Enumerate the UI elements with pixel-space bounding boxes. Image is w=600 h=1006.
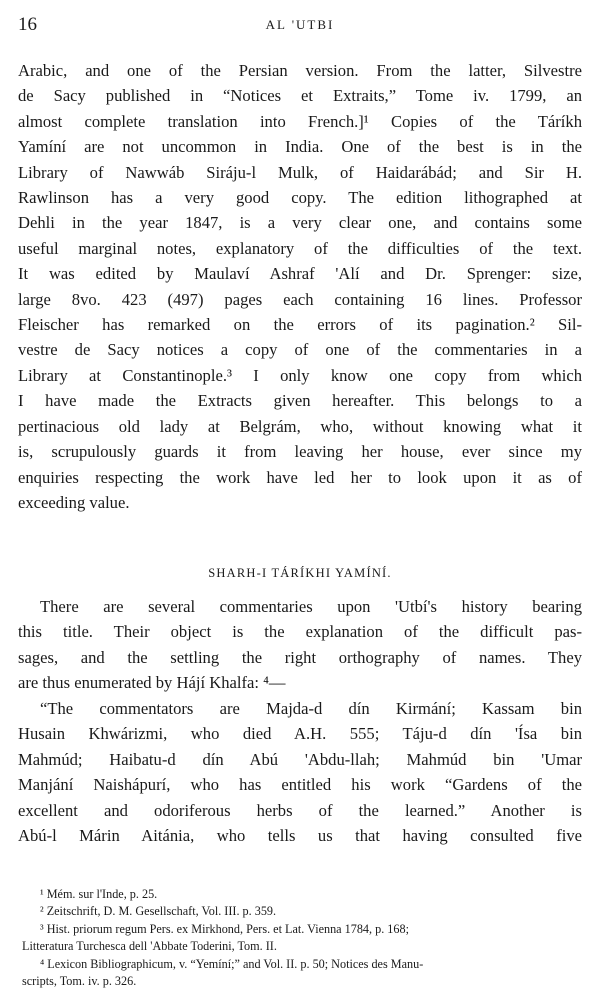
text-line: this title. Their object is the explanation of the difficult pas- xyxy=(18,622,582,642)
text-line: useful marginal notes, explanatory of the difficulties of the text. xyxy=(18,238,582,258)
text-line: I have made the Extracts given hereafter. This belongs to a xyxy=(18,391,582,411)
text-line: enquiries respecting the work have led her to look upon it as of xyxy=(18,467,582,487)
text-line: “The commentators are Majda-d dín Kirmání; Kassam bin xyxy=(40,699,582,718)
text-line: There are several commentaries upon 'Utbí's history bearing xyxy=(40,597,582,616)
text-line: Mahmúd; Haibatu-d dín Abú 'Abdu-llah; Mahmúd bin 'Umar xyxy=(18,749,582,769)
footnote-continuation: Litteratura Turchesca dell 'Abbate Toderini, Tom. II. xyxy=(22,939,277,954)
running-title: AL 'UTBI xyxy=(265,17,335,32)
footnote: ² Zeitschrift, D. M. Gesellschaft, Vol. III. p. 359. xyxy=(40,904,277,919)
section-heading: SHARH-I TÁRÍKHI YAMÍNÍ. xyxy=(208,566,392,580)
paragraph-one xyxy=(18,58,582,515)
text-line: pertinacious old lady at Belgrám, who, without knowing what it xyxy=(18,416,582,436)
text-line: excellent and odoriferous herbs of the learned.” Another is xyxy=(18,800,582,820)
paragraph-two xyxy=(18,594,582,696)
footnote: ¹ Mém. sur l'Inde, p. 25. xyxy=(40,887,158,901)
text-line: Rawlinson has a very good copy. The edition lithographed at xyxy=(18,188,582,208)
text-line: Dehli in the year 1847, is a very clear one, and contains some xyxy=(18,213,582,233)
footnote-continuation: scripts, Tom. iv. p. 326. xyxy=(22,974,137,989)
text-line: Fleischer has remarked on the errors of its pagination.² Sil- xyxy=(18,315,582,335)
text-line: Library at Constantinople.³ I only know one copy from which xyxy=(18,365,582,385)
footnote: ⁴ Lexicon Bibliographicum, v. “Yemíní;” and Vol. II. p. 50; Notices des Manu- xyxy=(40,956,424,971)
text-line: are thus enumerated by Hájí Khalfa: ⁴— xyxy=(18,673,286,693)
text-line: Arabic, and one of the Persian version. From the latter, Silvestre xyxy=(18,61,582,80)
text-line: almost complete translation into French.]¹ Copies of the Táríkh xyxy=(18,111,582,131)
footnotes xyxy=(18,886,582,990)
text-line: large 8vo. 423 (497) pages each containing 16 lines. Professor xyxy=(18,289,582,309)
text-line: is, scrupulously guards it from leaving her house, ever since my xyxy=(18,442,582,462)
text-line: Manjání Naishápurí, who has entitled his work “Gardens of the xyxy=(18,775,582,795)
text-line: Library of Nawwáb Siráju-l Mulk, of Haidarábád; and Sir H. xyxy=(18,162,582,182)
footnote: ³ Hist. priorum regum Pers. ex Mirkhond, Pers. et Lat. Vienna 1784, p. 168; xyxy=(40,921,409,936)
text-line: Husain Khwárizmi, who died A.H. 555; Táju-d dín 'Ísa bin xyxy=(18,724,582,744)
text-line: sages, and the settling the right orthography of names. They xyxy=(18,647,582,667)
text-line: Abú-l Márin Aitánia, who tells us that having consulted five xyxy=(18,826,582,846)
text-line: Yamíní are not uncommon in India. One of the best is in the xyxy=(18,137,582,157)
page-number: 16 xyxy=(18,14,37,35)
text-line: de Sacy published in “Notices et Extraits,” Tome iv. 1799, an xyxy=(18,86,582,106)
text-line: vestre de Sacy notices a copy of one of the commentaries in a xyxy=(18,340,582,360)
text-line: exceeding value. xyxy=(18,492,130,512)
page-header xyxy=(18,14,582,38)
text-line: It was edited by Maulaví Ashraf 'Alí and Dr. Sprenger: size, xyxy=(18,264,582,284)
paragraph-three xyxy=(18,696,582,848)
